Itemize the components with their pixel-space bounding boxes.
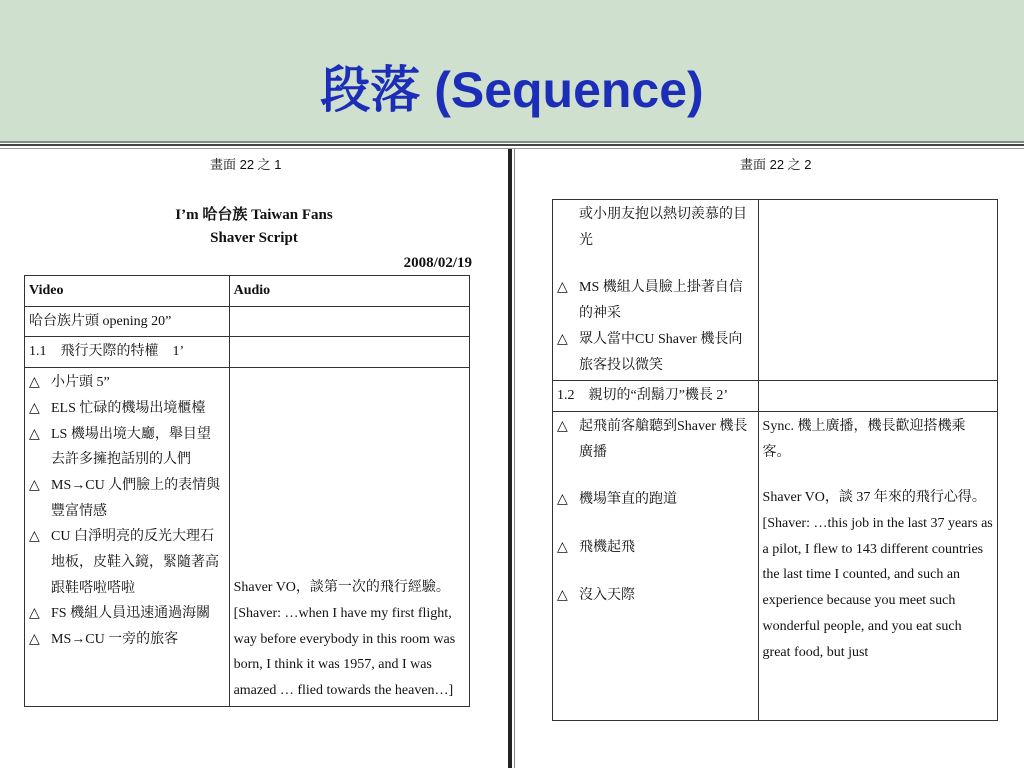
triangle-icon: △ [29, 606, 40, 622]
list-item: △ CU 白淨明亮的反光大理石地板，皮鞋入鏡，緊隨著高跟鞋嗒啦嗒啦 [29, 524, 225, 601]
table-header-row [25, 276, 470, 307]
section-label-cell: 1.2 親切的“刮鬍刀”機長 2’ [553, 381, 759, 412]
script-title: I’m 哈台族 Taiwan Fans [175, 207, 333, 223]
triangle-icon: △ [557, 280, 568, 296]
triangle-icon: △ [557, 331, 568, 347]
slide-title: 段落 (Sequence) [320, 62, 704, 118]
audio-cell [758, 381, 997, 412]
triangle-icon: △ [29, 477, 40, 493]
audio-cell [229, 306, 469, 337]
left-page-label: 畫面 22 之 1 [210, 157, 282, 172]
right-script-table [552, 199, 998, 721]
table-row [25, 337, 470, 368]
left-script-table [24, 275, 470, 707]
list-item: △ MS→CU 一旁的旅客 [29, 627, 225, 653]
list-item: △ 小片頭 5” [29, 370, 225, 396]
script-date: 2008/02/19 [403, 255, 472, 271]
triangle-icon: △ [29, 400, 40, 416]
list-item: △ 機場筆直的跑道 [557, 487, 754, 513]
table-row [25, 306, 470, 337]
list-item: △ FS 機組人員迅速通過海關 [29, 601, 225, 627]
page-divider-thin [514, 149, 515, 768]
list-item: △ MS→CU 人們臉上的表情與豐富情感 [29, 473, 225, 524]
list-item: △ 起飛前客艙聽到Shaver 機長廣播 [557, 414, 754, 465]
triangle-icon: △ [557, 587, 568, 603]
column-header-video: Video [25, 276, 230, 307]
right-page-label: 畫面 22 之 2 [740, 157, 812, 172]
video-cell [25, 368, 230, 707]
table-row [553, 381, 998, 412]
audio-sync-note: Sync. 機上廣播，機長歡迎搭機乘客。 [762, 418, 966, 460]
triangle-icon: △ [557, 418, 568, 434]
list-item: △ 沒入天際 [557, 583, 754, 609]
list-item: △ 眾人當中CU Shaver 機長向旅客投以微笑 [557, 327, 754, 378]
page-divider [508, 149, 512, 768]
triangle-icon: △ [557, 540, 568, 556]
list-item: △ 飛機起飛 [557, 535, 754, 561]
video-cell: 1.1 飛行天際的特權 1’ [25, 337, 230, 368]
triangle-icon: △ [557, 492, 568, 508]
audio-spacer [234, 370, 465, 575]
list-item: △ LS 機場出境大廳，舉目望去許多擁抱話別的人們 [29, 422, 225, 473]
table-row [553, 200, 998, 381]
triangle-icon: △ [29, 375, 40, 391]
video-cell: 哈台族片頭 opening 20” [25, 306, 230, 337]
header-rule [0, 144, 1024, 146]
triangle-icon: △ [29, 529, 40, 545]
header-rule-thin [0, 148, 1024, 149]
audio-vo-note: Shaver VO，談 37 年來的飛行心得。 [762, 490, 986, 506]
list-item: △ ELS 忙碌的機場出境櫃檯 [29, 396, 225, 422]
table-row [553, 411, 998, 721]
list-item: 或小朋友抱以熱切羨慕的目光 [579, 207, 747, 248]
audio-cell [229, 368, 469, 707]
column-header-audio: Audio [229, 276, 469, 307]
script-subtitle: Shaver Script [210, 230, 298, 246]
audio-vo-note: Shaver VO，談第一次的飛行經驗。 [233, 580, 450, 596]
video-cell [553, 411, 759, 721]
audio-quote: [Shaver: …this job in the last 37 years as a pilot, I flew to 143 different countries the last time I counted, and such an experience because you meet such wonderful people, and you eat such great food, but just [762, 516, 993, 660]
triangle-icon: △ [29, 632, 40, 648]
audio-cell [229, 337, 469, 368]
audio-cell [758, 200, 997, 381]
video-cell [553, 200, 759, 381]
audio-cell [758, 411, 997, 721]
table-row [25, 368, 470, 707]
triangle-icon: △ [29, 426, 40, 442]
list-item: △ MS 機組人員臉上掛著自信的神采 [557, 275, 754, 326]
audio-quote: [Shaver: …when I have my first flight, way before everybody in this room was born, I think it was 1957, and I was amazed … flied towards the heaven…] [233, 605, 456, 698]
